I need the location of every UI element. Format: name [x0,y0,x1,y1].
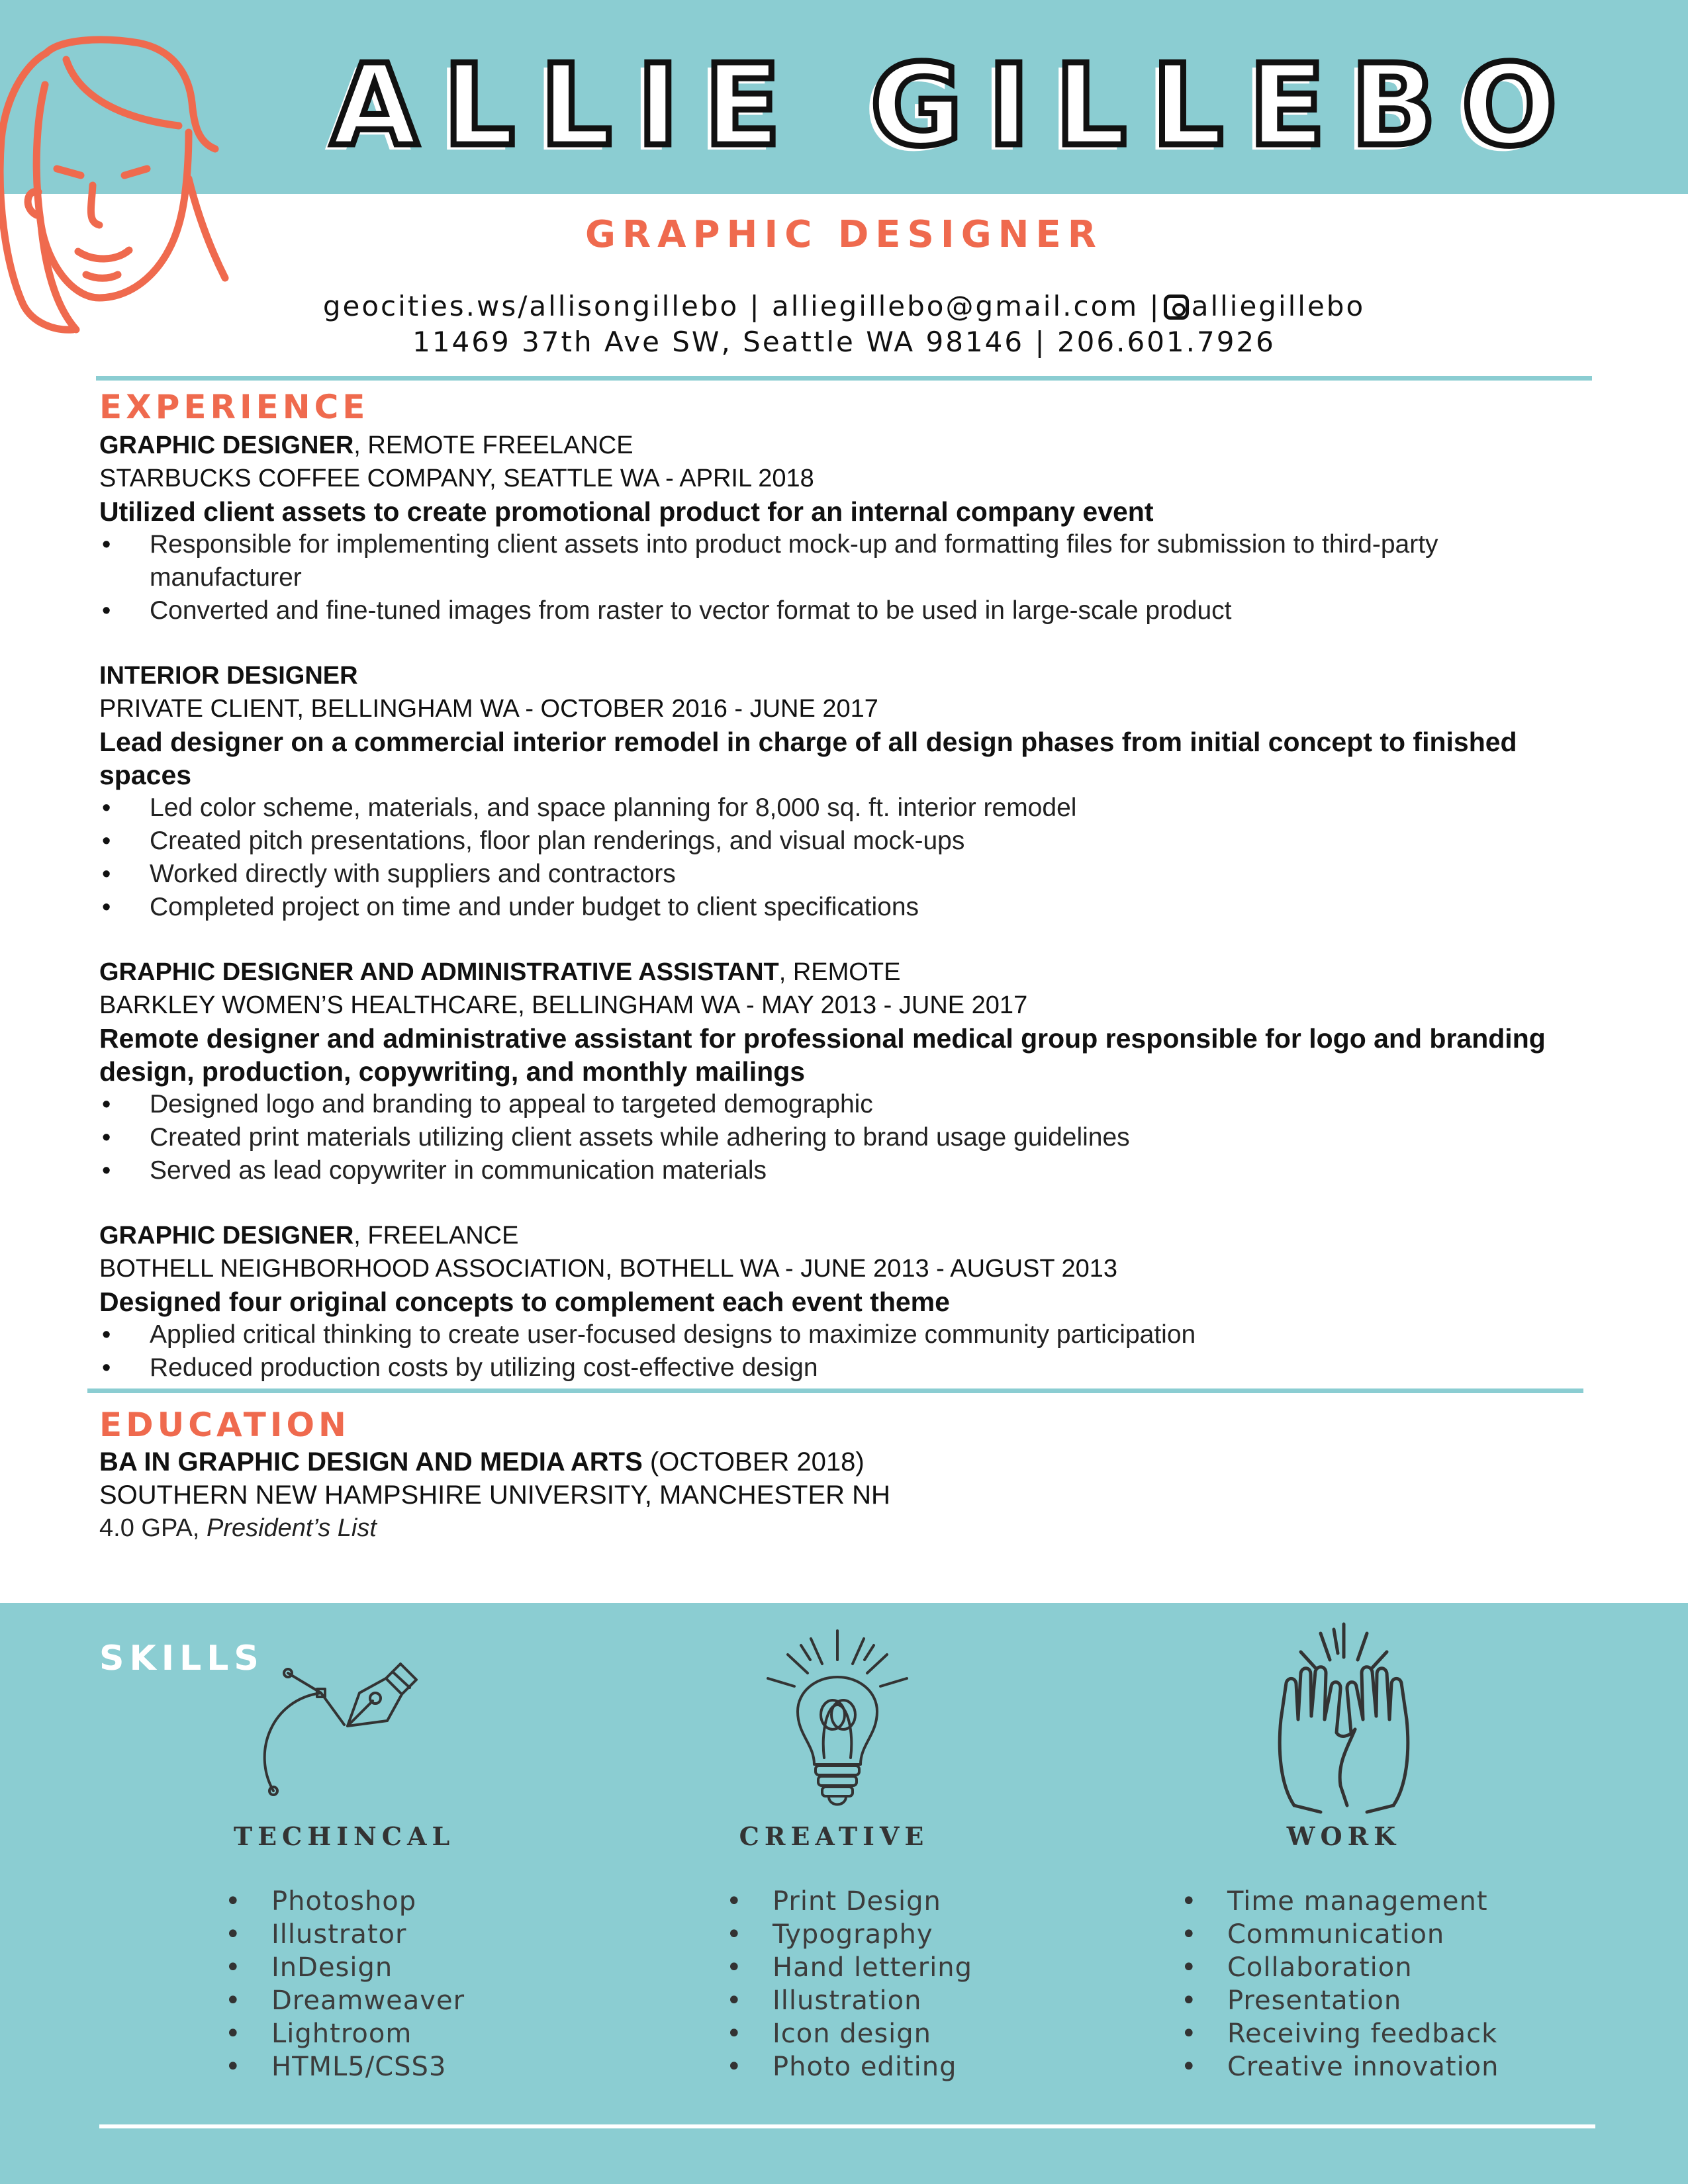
skills-list-technical [224,1885,465,2083]
list-item: • Lightroom [224,2017,465,2050]
list-item: • Communication [1180,1918,1499,1951]
list-item: • Created pitch presentations, floor plan renderings, and visual mock-ups [99,825,1595,858]
list-item: • Print Design [725,1885,972,1918]
list-item: • Icon design [725,2017,972,2050]
skills-column-heading-creative: CREATIVE [739,1821,929,1851]
skills-column-heading-technical: TECHINCAL [233,1821,455,1851]
job-title: GRAPHIC DESIGNER [585,213,1103,256]
avatar-illustration-icon [0,26,232,338]
experience-entry-1 [99,429,1595,627]
contact-web-email[interactable]: geocities.ws/allisongillebo | alliegillebo@gmail.com | [322,290,1161,322]
list-item-text: Responsible for implementing client assets into product mock-up and formatting files for submission to third-party [150,530,1438,559]
entry-bullets [99,1318,1595,1385]
skills-column-heading-work: WORK [1286,1821,1401,1851]
contact-block [278,289,1410,360]
entry-org: BOTHELL NEIGHBORHOOD ASSOCIATION, BOTHELL WA - JUNE 2013 - AUGUST 2013 [99,1255,1118,1283]
skills-list-work [1180,1885,1499,2083]
entry-role: GRAPHIC DESIGNER AND ADMINISTRATIVE ASSISTANT [99,958,779,986]
entry-bullets [99,528,1595,627]
list-item: • Hand lettering [725,1951,972,1984]
instagram-icon [1164,295,1189,320]
honor: President’s List [206,1514,377,1542]
experience-entry-2 [99,659,1595,924]
entry-org: PRIVATE CLIENT, BELLINGHAM WA - OCTOBER 2016 - JUNE 2017 [99,695,878,723]
entry-summary: Lead designer on a commercial interior remodel in charge of all design phases from initial concept to finished spaces [99,727,1517,790]
list-item: • Receiving feedback [1180,2017,1499,2050]
entry-bullets [99,792,1595,924]
list-item: • Worked directly with suppliers and contractors [99,858,1595,891]
entry-org: BARKLEY WOMEN’S HEALTHCARE, BELLINGHAM WA - MAY 2013 - JUNE 2017 [99,991,1028,1019]
list-item: • Collaboration [1180,1951,1499,1984]
entry-role: INTERIOR DESIGNER [99,662,358,690]
divider-top [96,376,1592,381]
list-item: • Converted and fine-tuned images from raster to vector format to be used in large-scale product [99,594,1595,627]
entry-summary [99,495,1595,528]
list-item: • Led color scheme, materials, and space planning for 8,000 sq. ft. interior remodel [99,792,1595,825]
experience-entry-4 [99,1219,1595,1385]
entry-summary-text: Utilized client assets to create promotional product for an internal company event [99,496,1154,527]
entry-role: GRAPHIC DESIGNER [99,1222,354,1250]
divider-bottom [99,2124,1595,2128]
gpa: 4.0 GPA, [99,1514,207,1542]
entry-role-suffix: , FREELANCE [353,1222,519,1250]
entry-bullets [99,1088,1595,1187]
list-item: • Creative innovation [1180,2050,1499,2083]
list-item: • Created print materials utilizing client assets while adhering to brand usage guidelines [99,1121,1595,1154]
education-section [99,1445,1595,1545]
list-item: • Illustration [725,1984,972,2017]
list-item: • Photo editing [725,2050,972,2083]
skills-list-creative [725,1885,972,2083]
skills-heading: SKILLS [99,1639,264,1678]
list-item: • Typography [725,1918,972,1951]
entry-summary-cont: design, production, copywriting, and monthly mailings [99,1056,806,1087]
contact-instagram[interactable]: alliegillebo [1191,290,1366,322]
degree-date: (OCTOBER 2018) [642,1447,865,1477]
list-item: • Reduced production costs by utilizing cost-effective design [99,1351,1595,1385]
high-five-icon [1274,1620,1413,1819]
person-name: ALLIE GILLEBO [331,40,1583,171]
entry-org: STARBUCKS COFFEE COMPANY, SEATTLE WA - APRIL 2018 [99,465,814,492]
experience-section [99,429,1595,1416]
list-item: • InDesign [224,1951,465,1984]
list-item: • Photoshop [224,1885,465,1918]
entry-role-suffix: , REMOTE FREELANCE [353,432,633,459]
list-item [99,528,1595,594]
pen-tool-icon [248,1653,447,1805]
lightbulb-icon [761,1625,914,1817]
entry-summary: Remote designer and administrative assistant for professional medical group responsible for logo and branding [99,1023,1546,1054]
entry-role-suffix: , REMOTE [778,958,901,986]
degree: BA IN GRAPHIC DESIGN AND MEDIA ARTS [99,1447,643,1477]
list-item: • Presentation [1180,1984,1499,2017]
list-item: • Illustrator [224,1918,465,1951]
list-item: • Dreamweaver [224,1984,465,2017]
list-item: • Designed logo and branding to appeal to targeted demographic [99,1088,1595,1121]
experience-entry-3 [99,956,1595,1187]
list-item: • HTML5/CSS3 [224,2050,465,2083]
list-item: • Completed project on time and under budget to client specifications [99,891,1595,924]
list-item: • Time management [1180,1885,1499,1918]
school: SOUTHERN NEW HAMPSHIRE UNIVERSITY, MANCHESTER NH [99,1480,890,1510]
education-heading: EDUCATION [99,1406,350,1444]
entry-role: GRAPHIC DESIGNER [99,432,354,459]
list-item: • Served as lead copywriter in communication materials [99,1154,1595,1187]
list-item-text: manufacturer [150,563,302,592]
list-item: • Applied critical thinking to create user-focused designs to maximize community participation [99,1318,1595,1351]
experience-heading: EXPERIENCE [99,388,369,426]
contact-line-1 [278,289,1410,324]
contact-line-2: 11469 37th Ave SW, Seattle WA 98146 | 206.601.7926 [412,326,1276,358]
divider-middle [87,1388,1583,1393]
entry-summary: Designed four original concepts to complement each event theme [99,1287,950,1317]
